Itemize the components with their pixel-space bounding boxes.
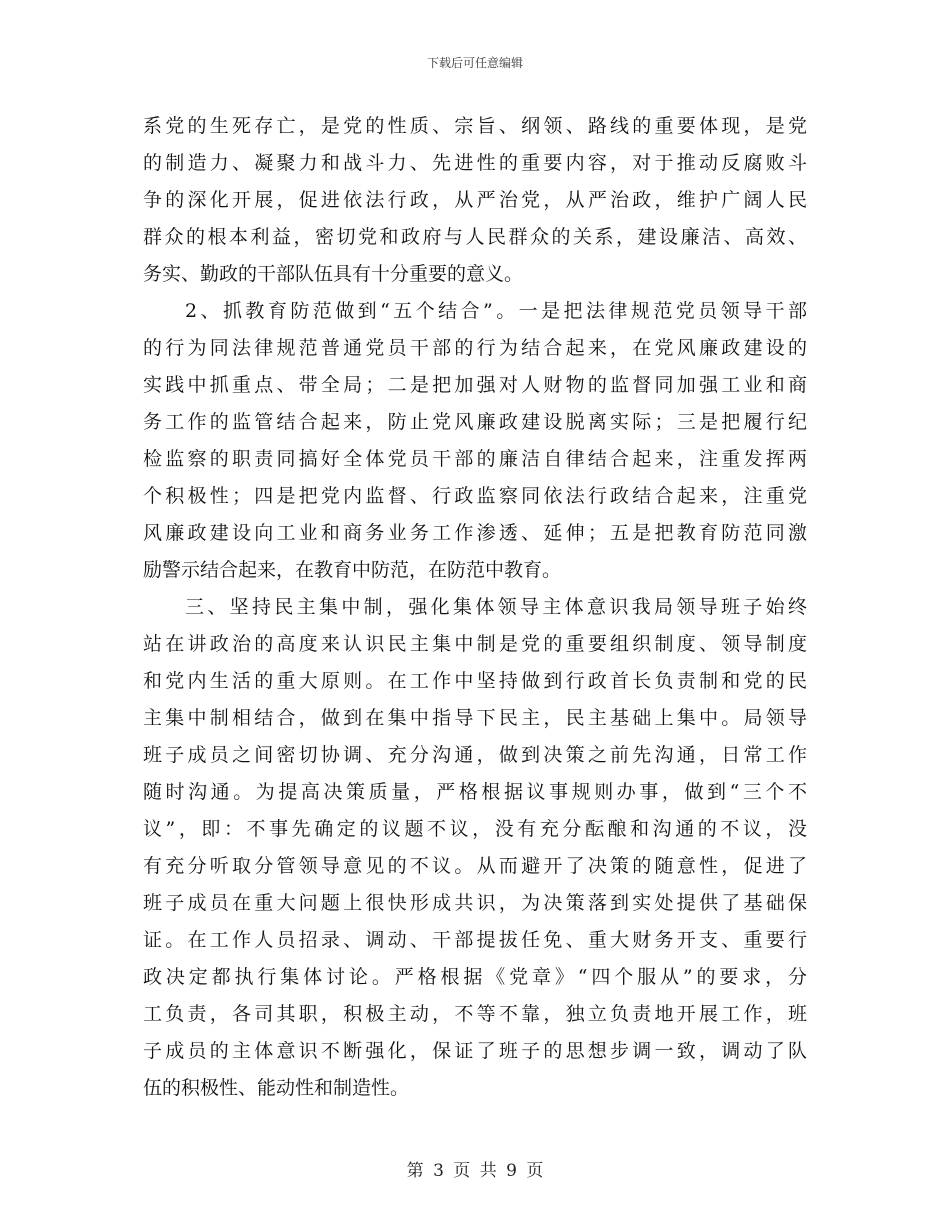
paragraph-2: [143, 293, 807, 589]
text-line: 争的深化开展，促进依法行政，从严治党，从严治政，维护广阔人民: [143, 189, 807, 211]
text-line: 群众的根本利益，密切党和政府与人民群众的关系，建设廉洁、高效、: [143, 226, 807, 248]
text-line: 的行为同法律规范普通党员干部的行为结合起来，在党风廉政建设的: [143, 337, 807, 359]
text-line: 伍的积极性、能动性和制造性。: [143, 1077, 410, 1099]
text-line: 和党内生活的重大原则。在工作中坚持做到行政首长负责制和党的民: [143, 670, 807, 692]
text-line: 班子成员之间密切协调、充分沟通，做到决策之前先沟通，日常工作: [143, 744, 807, 766]
text-line: 证。在工作人员招录、调动、干部提拔任免、重大财务开支、重要行: [143, 929, 807, 951]
text-line: 个积极性；四是把党内监督、行政监察同依法行政结合起来，注重党: [143, 485, 807, 507]
text-line: 班子成员在重大问题上很快形成共识，为决策落到实处提供了基础保: [143, 892, 807, 914]
text-line: 站在讲政治的高度来认识民主集中制是党的重要组织制度、领导制度: [143, 633, 807, 655]
page-number-footer: 第 3 页 共 9 页: [406, 1161, 544, 1181]
text-line: 三、坚持民主集中制，强化集体领导主体意识我局领导班子始终: [185, 596, 807, 618]
paragraph-3: [143, 589, 807, 1107]
text-line: 检监察的职责同搞好全体党员干部的廉洁自律结合起来，注重发挥两: [143, 448, 807, 470]
text-line: 政决定都执行集体讨论。严格根据《党章》“四个服从”的要求，分: [143, 966, 807, 988]
text-line: 务实、勤政的干部队伍具有十分重要的意义。: [143, 263, 524, 285]
text-line: 有充分听取分管领导意见的不议。从而避开了决策的随意性，促进了: [143, 855, 807, 877]
text-line: 风廉政建设向工业和商务业务工作渗透、延伸；五是把教育防范同激: [143, 522, 807, 544]
text-line: 励警示结合起来，在教育中防范，在防范中教育。: [143, 559, 562, 581]
text-line: 议”，即：不事先确定的议题不议，没有充分酝酿和沟通的不议，没: [143, 818, 807, 840]
text-line: 2、抓教育防范做到“五个结合”。一是把法律规范党员领导干部: [185, 300, 807, 322]
text-line: 子成员的主体意识不断强化，保证了班子的思想步调一致，调动了队: [143, 1040, 807, 1062]
page-header-note: 下载后可任意编辑: [426, 56, 523, 70]
text-line: 务工作的监管结合起来，防止党风廉政建设脱离实际；三是把履行纪: [143, 411, 807, 433]
paragraph-1: [143, 108, 807, 293]
text-line: 工负责，各司其职，积极主动，不等不靠，独立负责地开展工作，班: [143, 1003, 807, 1025]
text-line: 主集中制相结合，做到在集中指导下民主，民主基础上集中。局领导: [143, 707, 807, 729]
document-body: [143, 108, 807, 1099]
text-line: 随时沟通。为提高决策质量，严格根据议事规则办事，做到“三个不: [143, 781, 807, 803]
text-line: 系党的生死存亡，是党的性质、宗旨、纲领、路线的重要体现，是党: [143, 115, 807, 137]
text-line: 实践中抓重点、带全局；二是把加强对人财物的监督同加强工业和商: [143, 374, 807, 396]
text-line: 的制造力、凝聚力和战斗力、先进性的重要内容，对于推动反腐败斗: [143, 152, 807, 174]
